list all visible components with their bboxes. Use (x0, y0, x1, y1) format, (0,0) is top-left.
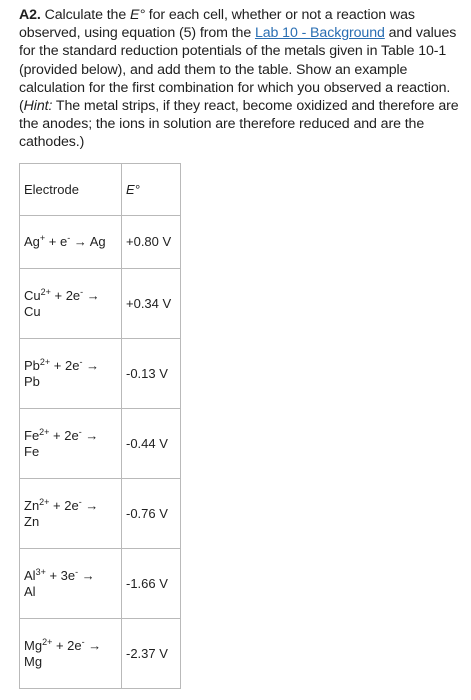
metal-symbol: Pb (24, 373, 40, 389)
electron-charge: - (78, 496, 82, 507)
reduction-potential-table (19, 163, 181, 689)
electrons: + 3e (45, 567, 76, 583)
ion-charge: 2+ (42, 636, 53, 647)
ion-charge: 2+ (39, 356, 51, 367)
electrons: + 2e (50, 287, 81, 303)
ion-symbol: Fe (24, 427, 40, 443)
table-row (20, 216, 181, 269)
arrow: → (78, 567, 95, 583)
arrow: → (83, 287, 100, 303)
question-text (19, 6, 459, 152)
electrons: + 2e (52, 637, 82, 653)
arrow: → (81, 497, 99, 513)
lab-background-link[interactable]: Lab 10 - Background (254, 25, 385, 42)
arrow: → (81, 427, 99, 443)
question-part3: and values for the standard reduction potentials of the metals given in Table 10-1 (provided below), and add them to the table. Show an example calculation for the first combination for which you observed a reaction. ( (19, 25, 457, 115)
metal-symbol: Al (24, 583, 36, 599)
electrons: + 2e (49, 427, 79, 443)
ion-charge: 2+ (40, 286, 51, 297)
e-symbol: E° (129, 7, 145, 23)
metal-symbol: Cu (24, 303, 41, 319)
potential-cell: -0.44 V (122, 409, 181, 479)
arrow: → (84, 637, 102, 653)
potential-cell: +0.34 V (122, 269, 181, 339)
potential-cell: -2.37 V (122, 619, 181, 689)
electrons: + e (45, 234, 68, 249)
metal-symbol: Zn (24, 513, 40, 529)
electrode-cell (20, 549, 122, 619)
arrow: → (82, 357, 100, 373)
metal-symbol: Fe (24, 443, 40, 459)
table-row (20, 479, 181, 549)
arrow: → (70, 234, 90, 249)
question-part2: for each cell, whether or not a reaction was observed, using equation (5) from the (19, 7, 415, 42)
potential-cell: +0.80 V (122, 216, 181, 269)
ion-charge: 2+ (39, 496, 50, 507)
hint-label: Hint: (23, 98, 53, 115)
electrode-cell (20, 339, 122, 409)
ion-symbol: Cu (24, 287, 41, 303)
electrode-cell (20, 269, 122, 339)
electron-charge: - (78, 426, 82, 437)
electrode-cell (20, 216, 122, 269)
table-row (20, 409, 181, 479)
electrode-cell (20, 619, 122, 689)
table-row (20, 549, 181, 619)
question-number: A2. (19, 7, 41, 23)
electron-charge: - (79, 356, 83, 367)
electron-charge: - (81, 636, 85, 647)
ion-symbol: Mg (24, 637, 43, 653)
electron-charge: - (67, 233, 71, 243)
electron-charge: - (75, 566, 79, 577)
table-row (20, 269, 181, 339)
ion-symbol: Pb (24, 357, 40, 373)
header-e-standard (122, 164, 181, 216)
electrode-cell (20, 479, 122, 549)
ion-charge: 2+ (39, 426, 50, 437)
metal-symbol: Ag (89, 234, 106, 249)
electrons: + 2e (49, 497, 79, 513)
ion-symbol: Ag (24, 234, 40, 249)
question-part1: Calculate the (40, 7, 130, 23)
potential-cell: -0.13 V (122, 339, 181, 409)
metal-symbol: Mg (24, 653, 43, 669)
table-row (20, 339, 181, 409)
potential-cell: -1.66 V (122, 549, 181, 619)
electrons: + 2e (50, 357, 80, 373)
header-electrode: Electrode (20, 164, 122, 216)
question-part4: The metal strips, if they react, become oxidized and therefore are the anodes; the ions in solution are therefore reduced and are the cathodes.) (19, 98, 459, 151)
table-row (20, 619, 181, 689)
header-e-label: E° (126, 181, 140, 197)
table-header-row (20, 164, 181, 216)
electrode-cell (20, 409, 122, 479)
ion-charge: + (39, 233, 46, 243)
ion-symbol: Al (24, 567, 36, 583)
electron-charge: - (80, 286, 84, 297)
ion-charge: 3+ (35, 566, 46, 577)
ion-symbol: Zn (24, 497, 40, 513)
potential-cell: -0.76 V (122, 479, 181, 549)
